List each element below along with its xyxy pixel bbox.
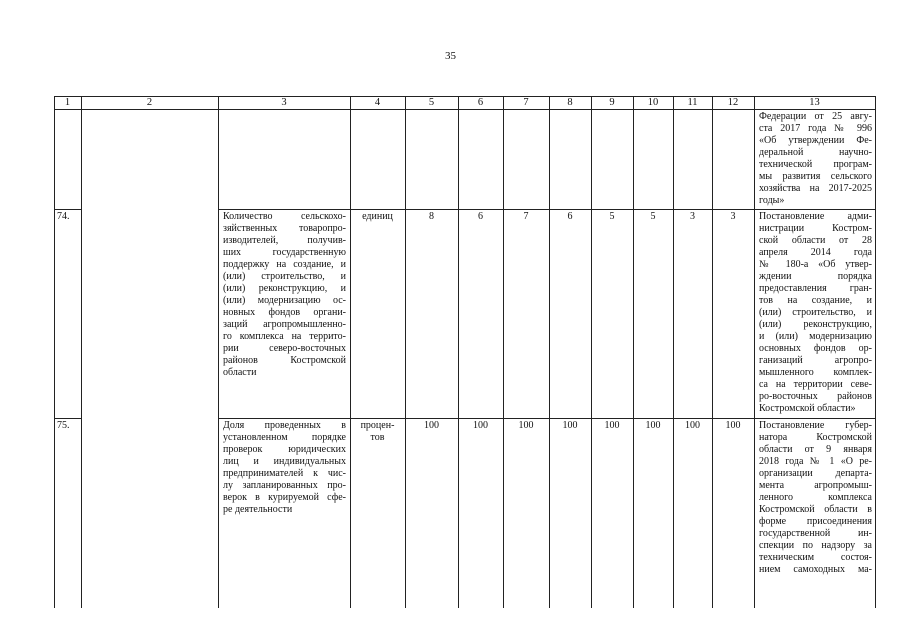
source-line: спекции по надзору за: [759, 540, 872, 551]
header-cell-5: 5: [428, 97, 435, 108]
indicator-line: ших государственную: [223, 247, 346, 258]
unit-cell: [350, 420, 405, 444]
indicator-cell: [223, 420, 346, 516]
source-line: организации департа-: [759, 468, 872, 479]
source-line: Костромской области в: [759, 504, 872, 515]
source-line: технической програм-: [759, 159, 872, 170]
source-line: ста 2017 года № 996: [759, 123, 872, 134]
header-cell-2: 2: [146, 97, 153, 108]
source-line: мента агропромыш-: [759, 480, 872, 491]
source-line: апреля 2014 года: [759, 247, 872, 258]
table-vline: [458, 96, 459, 608]
value-cell: 100: [562, 420, 578, 431]
indicator-line: (или) модернизацию ос-: [223, 295, 346, 306]
source-line: Костромской области»: [759, 403, 856, 414]
source-line: хозяйства на 2017-2025: [759, 183, 872, 194]
header-cell-8: 8: [567, 97, 573, 108]
source-line: ждении порядка: [759, 271, 872, 282]
source-line: области от 9 января: [759, 444, 872, 455]
header-cell-7: 7: [523, 97, 529, 108]
header-cell-13: 13: [809, 97, 820, 108]
header-cell-10: 10: [647, 97, 659, 108]
indicator-line: Количество сельскохо-: [223, 211, 346, 222]
table-vline: [591, 96, 592, 608]
table-vline: [503, 96, 504, 608]
table-vline: [81, 96, 82, 608]
source-line: техническим состоя-: [759, 552, 872, 563]
unit-cell: [350, 211, 405, 223]
table-hline: [218, 418, 876, 419]
source-line: № 180-а «Об утвер-: [759, 259, 872, 270]
source-line: са на территории севе-: [759, 379, 872, 390]
value-cell: 100: [424, 420, 439, 431]
table-hline: [218, 209, 876, 210]
table-vline: [875, 96, 876, 608]
row-number: 75.: [57, 420, 70, 431]
source-line: «Об утверждении Фе-: [759, 135, 872, 146]
source-line: мышленного комплек-: [759, 367, 872, 378]
source-line: предоставления гран-: [759, 283, 872, 294]
table-hline: [54, 418, 82, 419]
indicator-line: (или) реконструкцию, и: [223, 283, 346, 294]
source-line: годы»: [759, 195, 785, 206]
value-cell: 100: [518, 420, 534, 431]
value-cell: 6: [478, 211, 483, 222]
header-cell-6: 6: [477, 97, 484, 108]
indicator-line: верок в курируемой сфе-: [223, 492, 346, 503]
unit-line: единиц: [362, 211, 393, 222]
source-line: Постановление губер-: [759, 420, 872, 431]
indicator-cell: [223, 211, 346, 379]
source-cell: [759, 111, 872, 207]
source-line: мы развития сельского: [759, 171, 872, 182]
value-cell: 100: [725, 420, 741, 431]
source-line: Федерации от 25 авгу-: [759, 111, 872, 122]
source-line: (или) реконструкцию,: [759, 319, 872, 330]
table-hline: [54, 109, 876, 110]
source-line: натора Костромской: [759, 432, 872, 443]
source-line: ро-восточных районов: [759, 391, 872, 402]
source-cell: [759, 420, 872, 576]
source-line: деральной научно-: [759, 147, 872, 158]
value-cell: 3: [730, 211, 736, 222]
table-vline: [673, 96, 674, 608]
value-cell: 8: [429, 211, 434, 222]
source-line: и (или) модернизацию: [759, 331, 872, 342]
unit-line: процен-: [360, 420, 395, 431]
header-cell-12: 12: [727, 97, 739, 108]
table-vline: [712, 96, 713, 608]
indicator-line: Доля проведенных в: [223, 420, 346, 431]
source-line: ленного комплекса: [759, 492, 872, 503]
source-line: ской области от 28: [759, 235, 872, 246]
source-line: Постановление адми-: [759, 211, 872, 222]
table-vline: [350, 96, 351, 608]
value-cell: 7: [523, 211, 529, 222]
value-cell: 100: [604, 420, 620, 431]
table-vline: [54, 96, 55, 608]
source-line: тов на создание, и: [759, 295, 872, 306]
indicator-line: ре деятельности: [223, 504, 293, 515]
table-vline: [549, 96, 550, 608]
header-cell-11: 11: [687, 97, 698, 108]
value-cell: 100: [685, 420, 700, 431]
indicator-line: го комплекса на террито-: [223, 331, 346, 342]
indicator-line: поддержку на создание, и: [223, 259, 346, 270]
source-line: государственной ин-: [759, 528, 872, 539]
unit-line: тов: [370, 432, 385, 443]
indicator-line: районов Костромской: [223, 355, 346, 366]
value-cell: 5: [609, 211, 615, 222]
indicator-line: проверок юридических: [223, 444, 346, 455]
indicator-line: установленном порядке: [223, 432, 346, 443]
indicator-line: зяйственных товаропро-: [223, 223, 346, 234]
table-vline: [754, 96, 755, 608]
header-cell-1: 1: [64, 97, 71, 108]
indicator-line: области: [223, 367, 257, 378]
indicator-line: рии северо-восточных: [223, 343, 346, 354]
indicator-line: (или) строительство, и: [223, 271, 346, 282]
row-number: 74.: [57, 211, 70, 222]
source-line: форме присоединения: [759, 516, 872, 527]
value-cell: 6: [567, 211, 573, 222]
source-line: основных фондов ор-: [759, 343, 872, 354]
source-line: (или) строительство, и: [759, 307, 872, 318]
indicator-line: лиц и индивидуальных: [223, 456, 346, 467]
header-cell-9: 9: [609, 97, 615, 108]
indicator-line: новных фондов органи-: [223, 307, 346, 318]
source-line: нием самоходных ма-: [759, 564, 872, 575]
table-hline: [54, 209, 82, 210]
table-vline: [405, 96, 406, 608]
value-cell: 5: [650, 211, 656, 222]
value-cell: 100: [473, 420, 488, 431]
header-cell-3: 3: [281, 97, 287, 108]
source-line: нистрации Костром-: [759, 223, 872, 234]
indicator-line: изводителей, получив-: [223, 235, 346, 246]
value-cell: 3: [690, 211, 695, 222]
header-cell-4: 4: [374, 97, 381, 108]
table-vline: [633, 96, 634, 608]
source-line: 2018 года № 1 «О ре-: [759, 456, 872, 467]
table-vline: [218, 96, 219, 608]
source-cell: [759, 211, 872, 415]
indicator-line: заций агропромышленно-: [223, 319, 346, 330]
page-number: 35: [445, 50, 456, 62]
indicator-line: предпринимателей к чис-: [223, 468, 346, 479]
source-line: ганизаций агропро-: [759, 355, 872, 366]
indicator-line: лу запланированных про-: [223, 480, 346, 491]
value-cell: 100: [645, 420, 661, 431]
